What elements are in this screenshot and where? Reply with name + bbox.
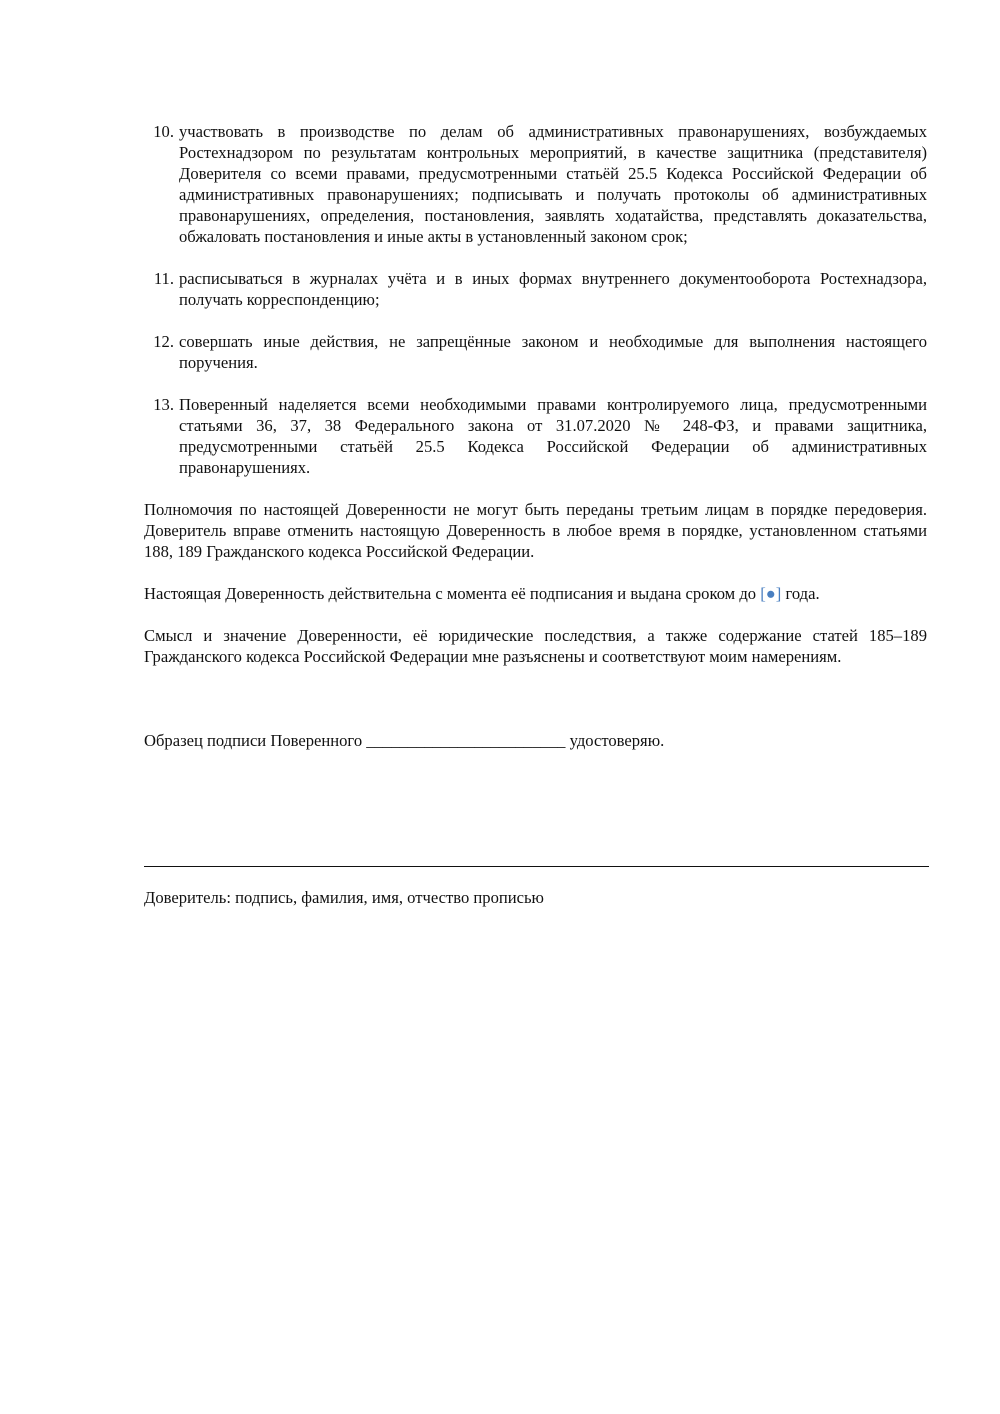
validity-paragraph (144, 583, 927, 604)
signature-sample-line (144, 730, 927, 751)
date-placeholder: [●] (760, 584, 782, 603)
principal-signature-caption: Доверитель: подпись, фамилия, имя, отчество прописью (144, 888, 544, 907)
list-item-11 (144, 268, 927, 310)
list-item-text: Поверенный наделяется всеми необходимыми правами контролируемого лица, предусмотренными статьями 36, 37, 38 Федерального закона от 31.07.2020 № 248-ФЗ, и правами защитника, предусмотренными статьёй 25.5 Кодекса Российской Федерации об административных правонарушениях. (179, 395, 927, 477)
list-item-12 (144, 331, 927, 373)
principal-signature-line (144, 866, 929, 867)
meaning-paragraph: Смысл и значение Доверенности, её юридические последствия, а также содержание статей 185–189 Гражданского кодекса Российской Федерации мне разъяснены и соответствуют моим намерениям. (144, 626, 927, 666)
list-item-number: 11. (153, 269, 174, 288)
signature-sample-suffix: удостоверяю. (569, 731, 665, 750)
no-transfer-paragraph: Полномочия по настоящей Доверенности не могут быть переданы третьим лицам в порядке передоверия. Доверитель вправе отменить настоящую Доверенность в любое время в порядке, установленном статьями 188, 189 Гражданского кодекса Российской Федерации. (144, 500, 927, 561)
list-item-number: 10. (153, 122, 174, 141)
list-item-number: 12. (153, 332, 174, 351)
signature-sample-label: Образец подписи Поверенного (144, 731, 363, 750)
list-item-text: совершать иные действия, не запрещённые законом и необходимые для выполнения настоящего поручения. (179, 332, 927, 372)
list-item-text: участвовать в производстве по делам об административных правонарушениях, возбуждаемых Ростехнадзором по результатам контрольных мероприятий, в качестве защитника (представителя) Доверителя со всеми правами, предусмотренными статьёй 25.5 Кодекса Российской Федерации об административных правонарушениях; подписывать и получать протоколы об административных правонарушениях, определения, постановления, заявлять ходатайства, представлять доказательства, обжаловать постановления и иные акты в установленный законом срок; (179, 122, 927, 246)
list-item-13 (144, 394, 927, 478)
list-item-number: 13. (153, 395, 174, 414)
validity-suffix: года. (781, 584, 820, 603)
document-page (144, 121, 927, 908)
list-item-text: расписываться в журналах учёта и в иных формах внутреннего документооборота Ростехнадзора, получать корреспонденцию; (179, 269, 927, 309)
validity-text: Настоящая Доверенность действительна с момента её подписания и выдана сроком до (144, 584, 761, 603)
signature-blank: ________________________ (366, 731, 566, 750)
list-item-10 (144, 121, 927, 247)
